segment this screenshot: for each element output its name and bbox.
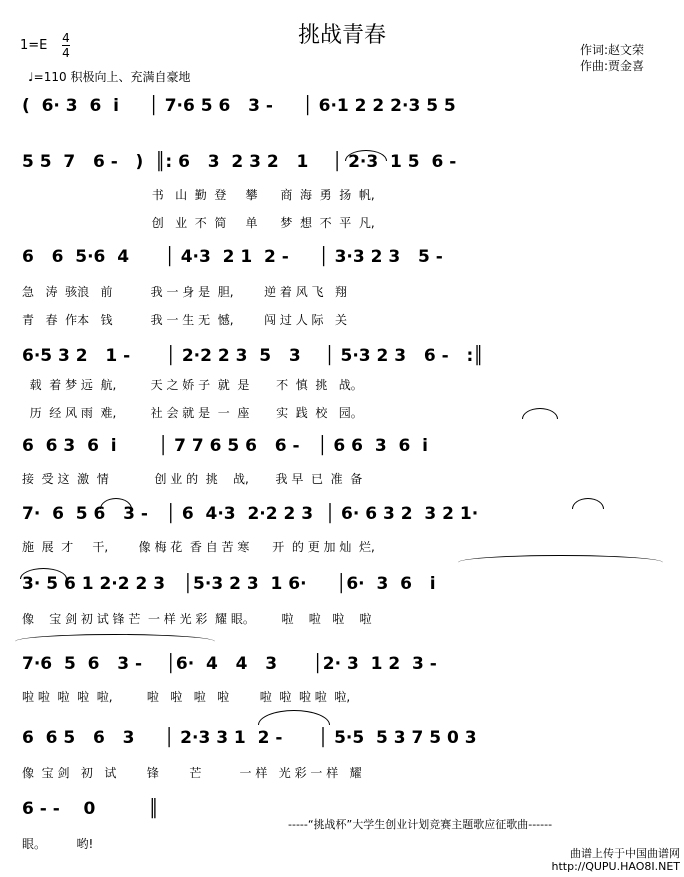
notes: 6 6 3 6 i │ 7 7 6 5 6 6 - │ 6 6 3 6 i	[22, 436, 429, 456]
notes: 7· 6 5 6 3 - │ 6 4·3 2·2 2 3 │ 6· 6 3 2 3 2 1·	[22, 504, 479, 524]
quarter-note-icon: ♩	[28, 70, 34, 84]
slur	[20, 568, 67, 579]
time-signature	[62, 32, 70, 59]
watermark	[552, 847, 681, 873]
tempo-text: =110 积极向上、充满自豪地	[33, 70, 191, 84]
lyrics: 啦 啦 啦 啦 啦, 啦 啦 啦 啦 啦 啦 啦 啦 啦,	[22, 690, 351, 704]
notes: 6 - - 0 ║	[22, 799, 159, 819]
footer-note: -----“挑战杯”大学生创业计划竞赛主题歌应征歌曲------	[288, 818, 553, 831]
lyrics-verse-2: 历 经 风 雨 难, 社 会 就 是 一 座 实 践 校 园。	[22, 406, 363, 420]
slur	[100, 498, 132, 509]
lyrics-verse-1: 书 山 勤 登 攀 商 海 勇 扬 帆,	[22, 188, 375, 202]
slur	[458, 555, 663, 570]
lyrics-verse-1: 载 着 梦 远 航, 天 之 娇 子 就 是 不 慎 挑 战。	[22, 378, 363, 392]
lyrics: 像 宝 剑 初 试 锋 芒 一 样 光 彩 一 样 耀	[22, 766, 362, 780]
key-signature: 1=E	[20, 38, 48, 53]
watermark-line-2: http://QUPU.HAO8I.NET	[551, 860, 680, 873]
lyrics-verse-2: 创 业 不 简 单 梦 想 不 平 凡,	[22, 216, 375, 230]
time-denominator: 4	[62, 46, 70, 60]
lyrics-verse-2: 青 春 作本 钱 我 一 生 无 憾, 闯 过 人 际 关	[22, 313, 347, 327]
notes: 3· 5 6 1 2·2 2 3 │5·3 2 3 1 6· │6· 3 6 i	[22, 574, 436, 594]
watermark-line-1: 曲谱上传于中国曲谱网	[570, 847, 680, 860]
notes: 6 6 5·6 4 │ 4·3 2 1 2 - │ 3·3 2 3 5 -	[22, 247, 443, 267]
notes: 6·5 3 2 1 - │ 2·2 2 3 5 3 │ 5·3 2 3 6 - :║	[22, 346, 484, 366]
composer: 作曲:贾金喜	[579, 59, 644, 73]
lyrics: 接 受 这 激 情 创 业 的 挑 战, 我 早 已 准 备	[22, 472, 363, 486]
notes: 7·6 5 6 3 - │6· 4 4 3 │2· 3 1 2 3 -	[22, 654, 437, 674]
lyrics: 眼。 哟!	[22, 837, 94, 851]
notes: 5 5 7 6 - ) ║: 6 3 2 3 2 1 │ 2·3 1 5 6 -	[22, 152, 457, 172]
credits	[580, 42, 644, 74]
slur	[258, 710, 330, 725]
notes: 6 6 5 6 3 │ 2·3 3 1 2 - │ 5·5 5 3 7 5 0 3	[22, 728, 477, 748]
song-title: 挑战青春	[297, 23, 386, 48]
lyrics: 像 宝 剑 初 试 锋 芒 一 样 光 彩 耀 眼。 啦 啦 啦 啦	[22, 612, 372, 626]
time-numerator: 4	[62, 31, 70, 45]
lyricist: 作词:赵文荣	[579, 43, 644, 57]
tempo-marking	[28, 68, 190, 85]
slur	[572, 498, 604, 509]
notes: ( 6· 3 6 i │ 7·6 5 6 3 - │ 6·1 2 2 2·3 5 5	[22, 96, 456, 116]
slur	[522, 408, 558, 419]
lyrics: 施 展 才 干, 像 梅 花 香 自 苦 寒 开 的 更 加 灿 烂,	[22, 540, 375, 554]
slur	[15, 634, 215, 649]
lyrics-verse-1: 急 涛 骇浪 前 我 一 身 是 胆, 逆 着 风 飞 翔	[22, 285, 347, 299]
